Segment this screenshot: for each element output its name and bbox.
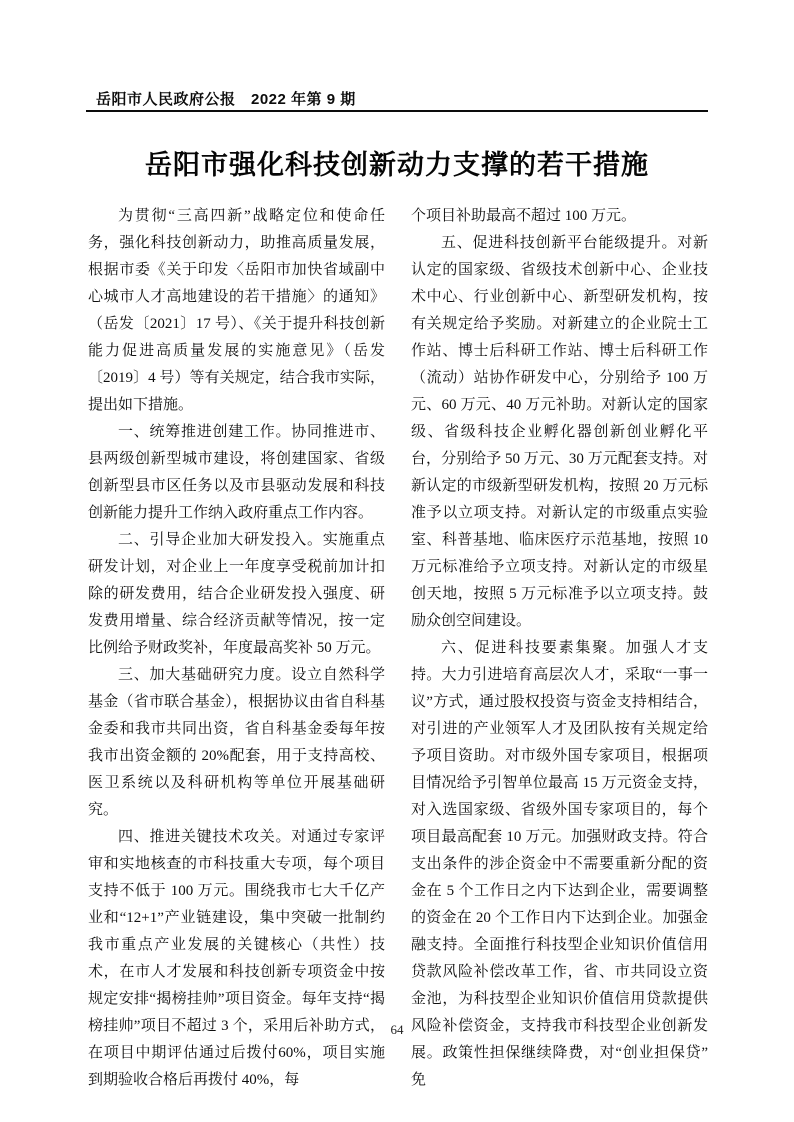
paragraph-measure-5: 五、促进科技创新平台能级提升。对新认定的国家级、省级技术创新中心、企业技术中心、行业创新中心、新型研发机构，按有关规定给予奖励。对新建立的企业院士工作站、博士后科研工作站、博士后科研工作（流动）站协作研发中心，分别给予 100 万元、60 万元、40 万元补助。对新认定的国家级、省级科技企业孵化器创新创业孵化平台，分别给予 50 万元、30 万元配套支持。对新认定的市级新型研发机构，按照 20 万元标准予以立项支持。对新认定的市级重点实验室、科普基地、临床医疗示范基地，按照 10 万元标准给予立项支持。对新认定的市级星创天地，按照 5 万元标准予以立项支持。鼓励众创空间建设。 [411, 235, 708, 629]
document-title: 岳阳市强化科技创新动力支撑的若干措施 [145, 150, 649, 180]
paragraph-measure-6: 六、促进科技要素集聚。加强人才支持。大力引进培育高层次人才，采取“一事一议”方式，通过股权投资与资金支持相结合，对引进的产业领军人才及团队按有关规定给予项目资助。对市级外国专家项目，根据项目情况给予引智单位最高 15 万元资金支持，对入选国家级、省级外国专家项目的，每个项目最高配套 10 万元。加强财政支持。符合支出条件的涉企资金中不需要重新分配的资金在 5 个工作日之内下达到企业，需要调整的资金在 20 个工作日内下达到企业。加强金融支持。全面推行科技型企业知识价值信用贷款风险补偿改革工作，省、市共同设立资金池，为科技型企业知识价值信用贷款提供风险补偿资金，支持我市科技型企业创新发展。政策性担保继续降费，对“创业担保贷”免 [411, 640, 708, 1088]
page-footer [0, 1022, 794, 1038]
article-body [88, 203, 708, 1094]
paragraph-intro: 为贯彻“三高四新”战略定位和使命任务，强化科技创新动力，助推高质量发展，根据市委《关于印发〈岳阳市加快省域副中心城市人才高地建设的若干措施〉的通知》（岳发〔2021〕17 号）、《关于提升科技创新能力促进高质量发展的实施意见》（岳发〔2019〕4 号）等有关规定，结合我市实际，提出如下措施。 [88, 208, 385, 413]
header-divider [86, 110, 708, 112]
right-column [411, 203, 708, 1094]
left-column [88, 203, 385, 1094]
gazette-title-text: 岳阳市人民政府公报 2022 年第 9 期 [96, 91, 356, 108]
page-number: 64 [390, 1022, 404, 1037]
paragraph-measure-1: 一、统筹推进创建工作。协同推进市、县两级创新型城市建设，将创建国家、省级创新型县市区任务以及市县驱动发展和科技创新能力提升工作纳入政府重点工作内容。 [88, 424, 385, 521]
paragraph-measure-2: 二、引导企业加大研发投入。实施重点研发计划，对企业上一年度享受税前加计扣除的研发费用，结合企业研发投入强度、研发费用增量、综合经济贡献等情况，按一定比例给予财政奖补，年度最高奖补 50 万元。 [88, 532, 385, 656]
paragraph-measure-4-continuation: 个项目补助最高不超过 100 万元。 [411, 208, 637, 224]
paragraph-measure-4: 四、推进关键技术攻关。对通过专家评审和实地核查的市科技重大专项，每个项目支持不低于 100 万元。围绕我市七大千亿产业和“12+1”产业链建设，集中突破一批制约我市重点产业发展的关键核心（共性）技术，在市人才发展和科技创新专项资金中按规定安排“揭榜挂帅”项目资金。每年支持“揭榜挂帅”项目不超过 3 个，采用后补助方式，在项目中期评估通过后拨付60%，项目实施到期验收合格后再拨付 40%，每 [88, 829, 385, 1088]
paragraph-measure-3: 三、加大基础研究力度。设立自然科学基金（省市联合基金），根据协议由省自科基金委和我市共同出资，省自科基金委每年按我市出资金额的 20%配套，用于支持高校、医卫系统以及科研机构等单位开展基础研究。 [88, 667, 385, 818]
gazette-masthead [96, 88, 356, 109]
